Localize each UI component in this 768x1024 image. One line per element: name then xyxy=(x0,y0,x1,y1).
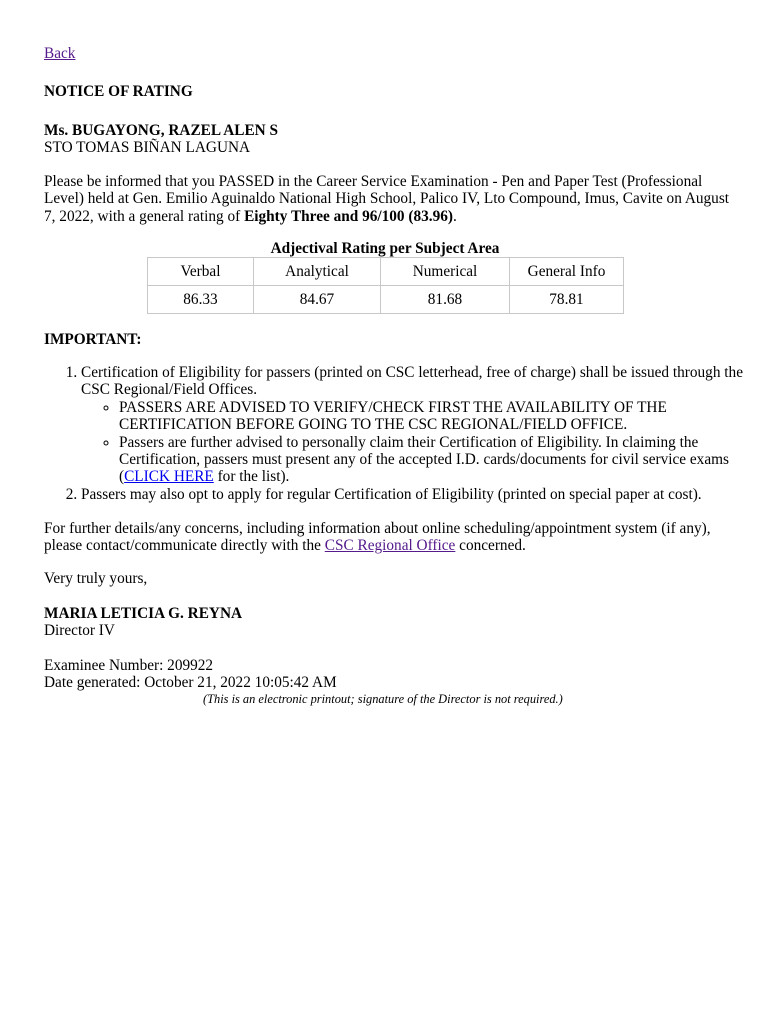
ratings-header-row xyxy=(148,258,624,286)
list-item xyxy=(81,486,768,503)
item2-text: Passers may also opt to apply for regular Certification of Eligibility (printed on special paper at cost). xyxy=(81,485,702,503)
important-list xyxy=(44,364,768,503)
sub-item xyxy=(119,399,768,434)
click-here-link[interactable]: CLICK HERE xyxy=(124,468,214,486)
header-general-info: General Info xyxy=(510,258,624,286)
back-link[interactable]: Back xyxy=(44,45,76,62)
recipient-address: STO TOMAS BIÑAN LAGUNA xyxy=(44,139,251,156)
item1-text: Certification of Eligibility for passers (printed on CSC letterhead, free of charge) shall be issued through the CSC Regional/Field Offices. xyxy=(81,364,743,399)
value-general-info: 78.81 xyxy=(510,286,624,314)
sub2-text: Passers are further advised to personally claim their Certification of Eligibility. In claiming the Certification, passers must present any of the accepted I.D. cards/documents for civil service exams ( xyxy=(119,433,729,486)
intro-text: Please be informed that you PASSED in the Career Service Examination - Pen and Paper Test (Professional Level) held at Gen. Emilio Aguinaldo National High School, Palico IV, Lto Compound, Imus, Cavite on August 7, 2022, with a general rating of xyxy=(44,173,730,225)
value-verbal: 86.33 xyxy=(148,286,254,314)
header-analytical: Analytical xyxy=(254,258,381,286)
sub-item xyxy=(119,434,768,486)
examinee-number: Examinee Number: 209922 xyxy=(44,657,214,674)
ratings-table xyxy=(147,257,624,314)
sub-list xyxy=(81,399,768,486)
signatory-name: MARIA LETICIA G. REYNA xyxy=(44,605,243,622)
page-title: NOTICE OF RATING xyxy=(44,83,193,100)
important-heading: IMPORTANT: xyxy=(44,331,142,348)
ratings-caption: Adjectival Rating per Subject Area xyxy=(270,240,500,257)
printout-note: (This is an electronic printout; signature of the Director is not required.) xyxy=(203,692,563,706)
ratings-value-row xyxy=(148,286,624,314)
sub2-end: for the list). xyxy=(213,468,290,486)
recipient-name: Ms. BUGAYONG, RAZEL ALEN S xyxy=(44,122,279,139)
csc-regional-office-link[interactable]: CSC Regional Office xyxy=(324,537,456,555)
sub1-text: PASSERS ARE ADVISED TO VERIFY/CHECK FIRST THE AVAILABILITY OF THE CERTIFICATION BEFORE GOING TO THE CSC REGIONAL/FIELD OFFICE. xyxy=(119,398,667,434)
header-numerical: Numerical xyxy=(381,258,510,286)
intro-end: . xyxy=(453,207,457,225)
date-generated: Date generated: October 21, 2022 10:05:42 AM xyxy=(44,674,337,691)
signatory-title: Director IV xyxy=(44,622,115,639)
header-verbal: Verbal xyxy=(148,258,254,286)
further-end: concerned. xyxy=(455,537,526,555)
intro-paragraph xyxy=(44,173,734,225)
value-analytical: 84.67 xyxy=(254,286,381,314)
closing-text: Very truly yours, xyxy=(44,570,148,587)
further-text: For further details/any concerns, including information about online scheduling/appointment system (if any), please contact/communicate directly with the xyxy=(44,520,711,555)
further-paragraph xyxy=(44,520,734,555)
value-numerical: 81.68 xyxy=(381,286,510,314)
general-rating: Eighty Three and 96/100 (83.96) xyxy=(244,207,454,225)
list-item xyxy=(81,364,768,486)
